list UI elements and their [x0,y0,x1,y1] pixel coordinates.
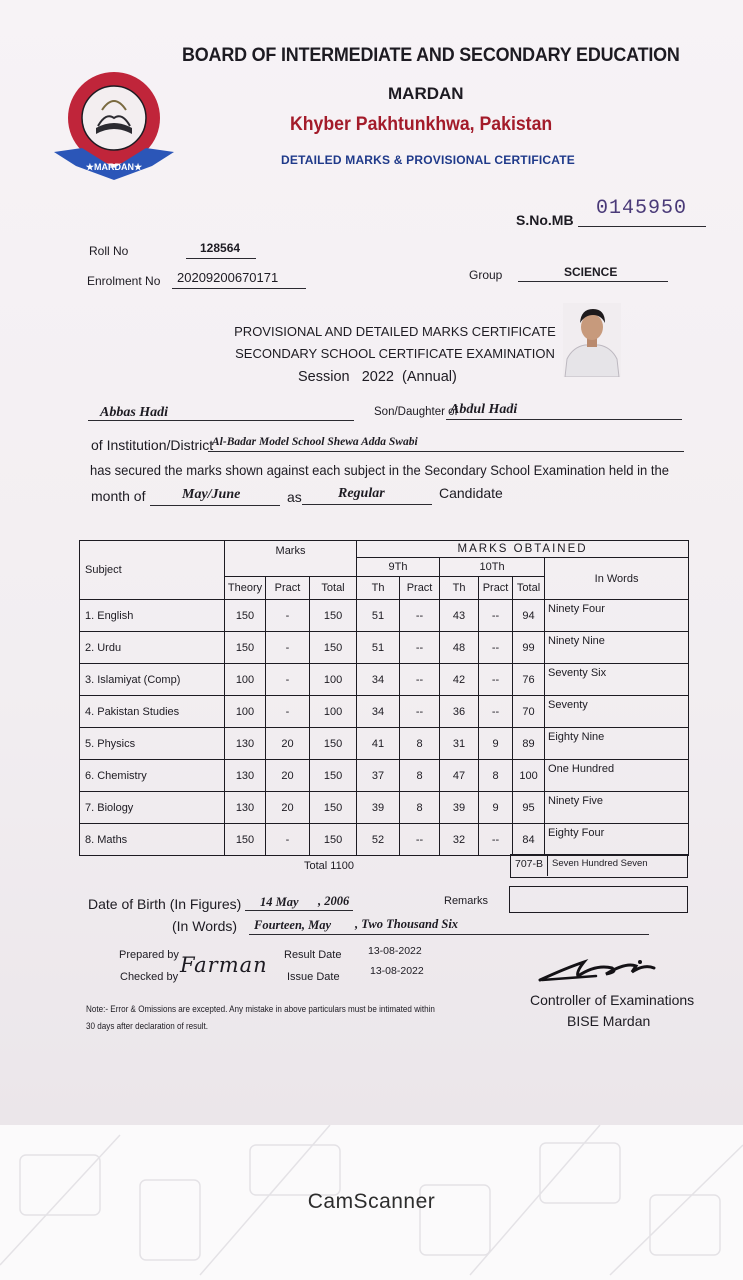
total-max: 100 [310,696,357,728]
th10-obtained: 42 [440,664,479,696]
camscanner-brand: CamScanner [307,1190,436,1213]
dob-words-day: Fourteen, May [254,918,332,932]
th9-obtained: 51 [357,632,400,664]
th9-obtained: 37 [357,760,400,792]
table-row [80,824,689,856]
total-header: Total [310,577,357,600]
table-row [80,792,689,824]
grand-total-words: Seven Hundred Seven [552,858,648,869]
theory-max: 100 [225,664,266,696]
theory-max: 130 [225,728,266,760]
table-row [80,664,689,696]
marks-in-words: Ninety Four [545,600,689,632]
pract10-obtained: 9 [479,792,513,824]
pract-max: - [266,824,310,856]
total-obtained: 99 [513,632,545,664]
subject-name: 6. Chemistry [80,760,225,792]
remarks-label: Remarks [444,895,489,907]
pract9-obtained: -- [400,600,440,632]
serial-label: S.No.MB [516,212,574,228]
marks-in-words: Ninety Nine [545,632,689,664]
pract-max: 20 [266,728,310,760]
candidate-photo [563,303,621,377]
subject-name: 4. Pakistan Studies [80,696,225,728]
svg-text:★MARDAN★: ★MARDAN★ [85,162,143,172]
sum-header: Total [513,577,545,600]
session-year: 2022 [361,369,394,385]
th9-obtained: 41 [357,728,400,760]
dob-words-label: (In Words) [172,918,238,934]
checked-by-signature: Farman [180,953,268,977]
theory-max: 150 [225,600,266,632]
th10-obtained: 31 [440,728,479,760]
bise-logo [52,62,178,182]
statement-text: has secured the marks shown against each subject in the Secondary School Examination held in the [90,462,670,478]
theory-max: 100 [225,696,266,728]
subject-name: 1. English [80,600,225,632]
total-max: 150 [310,728,357,760]
th10-obtained: 43 [440,600,479,632]
th9-obtained: 34 [357,696,400,728]
controller-signature [536,954,660,984]
candidate-label: Candidate [439,485,503,501]
dob-figures-label: Date of Birth (In Figures) [88,896,242,912]
theory-header: Theory [225,577,266,600]
subject-name: 7. Biology [80,792,225,824]
total-obtained: 70 [513,696,545,728]
parent-label: Son/Daughter of [374,406,458,418]
result-date-label: Result Date [284,949,342,961]
total-max: 150 [310,632,357,664]
total-obtained: 94 [513,600,545,632]
pract-max: - [266,664,310,696]
note-line2: 30 days after declaration of result. [86,1021,209,1031]
grade10-header: 10Th [440,558,545,577]
dob-figures-day: 14 May [260,895,299,909]
serial-number: 0145950 [596,197,688,220]
th10-obtained: 47 [440,760,479,792]
parent-name: Abdul Hadi [450,402,518,417]
total-marks-label: Total 1100 [304,860,354,872]
certificate-title-line2: SECONDARY SCHOOL CERTIFICATE EXAMINATION [235,346,555,361]
pract9-obtained: -- [400,824,440,856]
th10-obtained: 39 [440,792,479,824]
institution-name: Al-Badar Model School Shewa Adda Swabi [212,436,418,448]
marks-table [79,540,689,856]
note-line1: Note:- Error & Omissions are excepted. Any mistake in above particulars must be intimated within [86,1004,435,1014]
table-row [80,600,689,632]
as-label: as [287,489,302,505]
th10-obtained: 36 [440,696,479,728]
pract9-obtained: 8 [400,792,440,824]
roll-number: 128564 [200,241,241,255]
pract10-obtained: -- [479,824,513,856]
pract10-obtained: 9 [479,728,513,760]
institution-label: of Institution/District [91,437,214,453]
table-row [80,632,689,664]
marks-in-words: Seventy Six [545,664,689,696]
pract10-obtained: -- [479,600,513,632]
marks-in-words: One Hundred [545,760,689,792]
subject-header: Subject [80,541,225,600]
subject-name: 8. Maths [80,824,225,856]
pract9-obtained: -- [400,632,440,664]
pract-max: 20 [266,792,310,824]
remarks-box [509,886,688,913]
subject-name: 2. Urdu [80,632,225,664]
dob-figures-year: , 2006 [318,894,350,908]
table-row [80,728,689,760]
in-words-header: In Words [545,558,689,600]
certificate-type: DETAILED MARKS & PROVISIONAL CERTIFICATE [281,153,576,167]
month-label: month of [91,488,146,504]
enrolment-label: Enrolment No [87,274,161,288]
exam-month: May/June [182,487,241,502]
theory-max: 130 [225,760,266,792]
total-obtained: 89 [513,728,545,760]
board-city: MARDAN [388,84,464,103]
group-value: SCIENCE [564,265,618,279]
pract-max: 20 [266,760,310,792]
controller-office: BISE Mardan [567,1013,651,1029]
grade9-header: 9Th [357,558,440,577]
enrolment-number: 20209200670171 [177,270,279,285]
pract10-obtained: -- [479,664,513,696]
th9-header: Th [357,577,400,600]
total-obtained: 84 [513,824,545,856]
pract-max: - [266,696,310,728]
th10-obtained: 48 [440,632,479,664]
theory-max: 130 [225,792,266,824]
total-obtained: 76 [513,664,545,696]
marks-in-words: Ninety Five [545,792,689,824]
roll-label: Roll No [89,244,129,258]
board-name: BOARD OF INTERMEDIATE AND SECONDARY EDUCATION [182,44,680,66]
marks-in-words: Eighty Four [545,824,689,856]
pract10-obtained: -- [479,632,513,664]
theory-max: 150 [225,632,266,664]
table-row [80,696,689,728]
total-max: 150 [310,600,357,632]
issue-date: 13-08-2022 [370,965,424,977]
pract10-header: Pract [479,577,513,600]
th9-obtained: 52 [357,824,400,856]
total-obtained: 95 [513,792,545,824]
grand-total: 707-B [515,858,544,870]
th10-obtained: 32 [440,824,479,856]
marks-header: Marks [225,541,357,577]
marks-in-words: Eighty Nine [545,728,689,760]
total-max: 150 [310,760,357,792]
pract10-obtained: 8 [479,760,513,792]
subject-name: 3. Islamiyat (Comp) [80,664,225,696]
controller-title: Controller of Examinations [530,992,695,1008]
pract9-obtained: -- [400,664,440,696]
pract10-obtained: -- [479,696,513,728]
session-label: Session [298,369,350,385]
result-date: 13-08-2022 [368,945,422,957]
pract9-header: Pract [400,577,440,600]
pract9-obtained: 8 [400,760,440,792]
total-obtained: 100 [513,760,545,792]
subject-name: 5. Physics [80,728,225,760]
th9-obtained: 39 [357,792,400,824]
group-label: Group [469,268,503,282]
pract-max: - [266,632,310,664]
total-max: 100 [310,664,357,696]
th10-header: Th [440,577,479,600]
dob-words-year: , Two Thousand Six [355,917,459,931]
issue-date-label: Issue Date [287,971,340,983]
pract9-obtained: 8 [400,728,440,760]
checked-by-label: Checked by [120,971,179,983]
pract9-obtained: -- [400,696,440,728]
prepared-by-label: Prepared by [119,949,179,961]
certificate-title-line1: PROVISIONAL AND DETAILED MARKS CERTIFICATE [234,324,556,339]
table-row [80,760,689,792]
theory-max: 150 [225,824,266,856]
total-max: 150 [310,824,357,856]
pract-header: Pract [266,577,310,600]
th9-obtained: 51 [357,600,400,632]
total-max: 150 [310,792,357,824]
session-line [298,369,457,385]
candidate-name: Abbas Hadi [100,405,169,420]
marks-obtained-header: MARKS OBTAINED [357,541,689,558]
pract-max: - [266,600,310,632]
candidate-type: Regular [338,486,385,501]
session-type: (Annual) [402,369,457,385]
marks-in-words: Seventy [545,696,689,728]
th9-obtained: 34 [357,664,400,696]
province-name: Khyber Pakhtunkhwa, Pakistan [290,114,553,135]
